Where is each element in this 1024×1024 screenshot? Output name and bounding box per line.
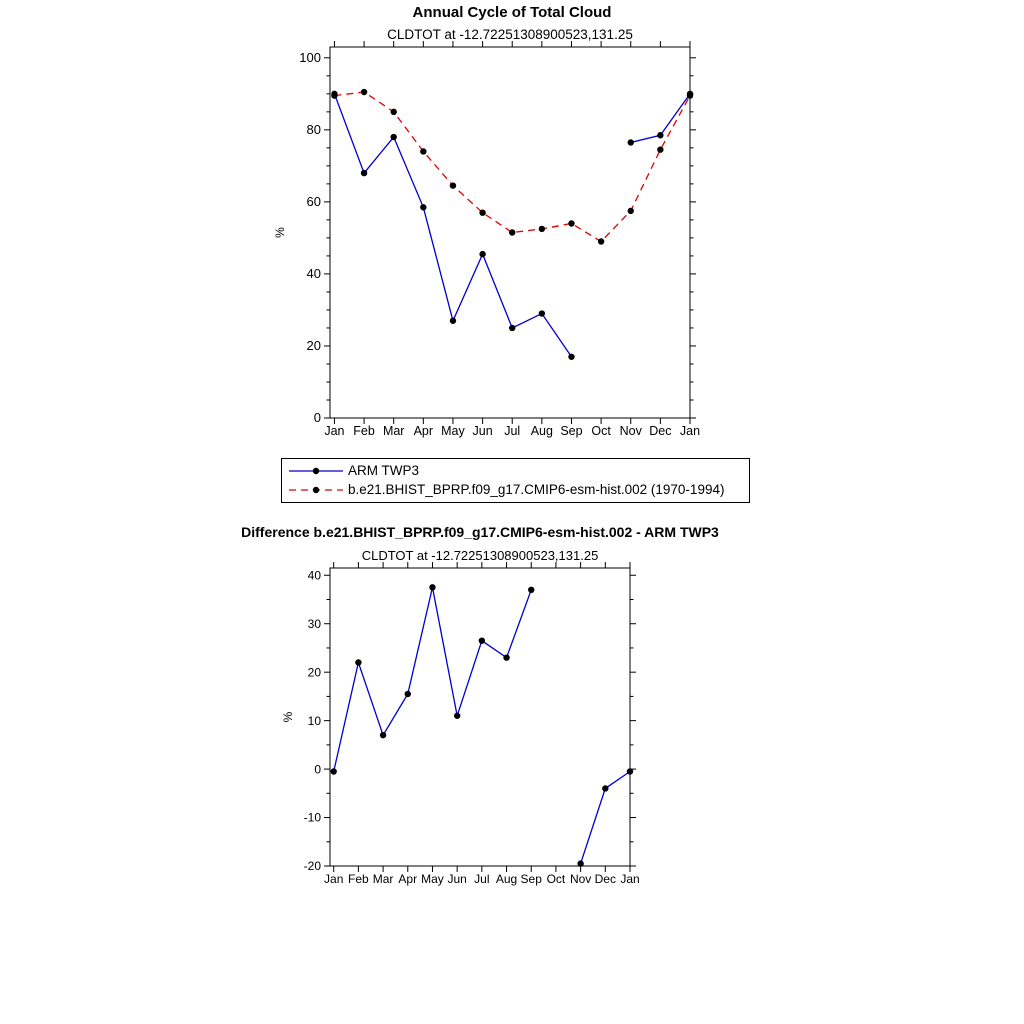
series-line-0 (334, 587, 532, 771)
x-tick-label: Nov (569, 872, 592, 886)
data-point (539, 310, 545, 316)
data-point (479, 637, 485, 643)
data-point (420, 148, 426, 154)
chart1-subtitle: CLDTOT at -12.72251308900523,131.25 (387, 27, 633, 42)
x-tick-label: Oct (546, 872, 566, 886)
data-point (405, 691, 411, 697)
x-tick-label: Jul (504, 424, 521, 438)
x-tick-label: Mar (372, 872, 394, 886)
difference-chart (260, 560, 700, 895)
legend-item-arm-twp3 (287, 461, 749, 480)
data-point (450, 318, 456, 324)
x-tick-label: Jan (324, 872, 344, 886)
chart1-title: Annual Cycle of Total Cloud (412, 4, 612, 21)
data-point (628, 139, 634, 145)
series-line-0 (334, 94, 571, 357)
legend (281, 458, 750, 503)
plot-border (330, 568, 630, 866)
y-tick-label: 20 (306, 338, 321, 354)
data-point (391, 109, 397, 115)
y-axis-label: % (273, 227, 287, 238)
x-tick-label: Aug (495, 872, 518, 886)
x-tick-label: Feb (348, 872, 369, 886)
x-tick-label: Oct (591, 424, 611, 438)
data-point (355, 659, 361, 665)
x-tick-label: Nov (619, 424, 642, 438)
legend-marker-icon (313, 467, 319, 473)
x-tick-label: Jun (472, 424, 493, 438)
data-point (657, 132, 663, 138)
data-point (454, 713, 460, 719)
data-point (503, 654, 509, 660)
data-point (361, 89, 367, 95)
y-tick-label: -10 (303, 810, 321, 825)
data-point (568, 354, 574, 360)
x-tick-label: Jan (324, 424, 345, 438)
y-tick-label: 30 (307, 616, 321, 631)
x-tick-label: Jun (447, 872, 467, 886)
legend-line-sample-dashed (287, 482, 345, 498)
legend-label-model: b.e21.BHIST_BPRP.f09_g17.CMIP6-esm-hist.002 (1970-1994) (348, 482, 725, 497)
data-point (380, 732, 386, 738)
data-point (528, 587, 534, 593)
data-point (598, 238, 604, 244)
series-line-1 (334, 92, 690, 241)
annual-cycle-chart (260, 40, 780, 485)
data-point (628, 208, 634, 214)
x-tick-label: Apr (413, 424, 434, 438)
data-point (627, 768, 633, 774)
x-tick-label: Jul (474, 872, 490, 886)
data-point (687, 92, 693, 98)
data-point (479, 251, 485, 257)
y-tick-label: 80 (306, 122, 321, 138)
data-point (509, 229, 515, 235)
legend-line-sample-solid (287, 463, 345, 479)
x-tick-label: May (441, 424, 465, 438)
x-tick-label: Aug (530, 424, 553, 438)
x-tick-label: Sep (520, 872, 542, 886)
data-point (331, 768, 337, 774)
chart2-title: Difference b.e21.BHIST_BPRP.f09_g17.CMIP6-esm-hist.002 - ARM TWP3 (241, 524, 719, 540)
data-point (429, 584, 435, 590)
y-tick-label: 20 (307, 665, 321, 680)
y-axis-label: % (281, 711, 295, 723)
x-tick-label: Feb (353, 424, 375, 438)
y-tick-label: 100 (299, 50, 321, 66)
data-point (391, 134, 397, 140)
y-tick-label: 0 (314, 762, 321, 777)
y-tick-label: 40 (307, 568, 321, 583)
legend-item-model (287, 480, 749, 499)
y-tick-label: 10 (307, 713, 321, 728)
legend-label-obs: ARM TWP3 (348, 463, 420, 478)
data-point (450, 182, 456, 188)
data-point (539, 226, 545, 232)
y-tick-label: 40 (306, 266, 321, 282)
x-tick-label: May (421, 872, 444, 886)
x-tick-label: Sep (560, 424, 583, 438)
data-point (420, 204, 426, 210)
y-tick-label: 0 (313, 410, 321, 426)
x-tick-label: Jan (679, 424, 701, 438)
x-tick-label: Dec (594, 872, 616, 886)
data-point (577, 860, 583, 866)
y-tick-label: -20 (303, 859, 321, 874)
x-tick-label: Dec (649, 424, 672, 438)
x-tick-label: Apr (398, 872, 418, 886)
data-point (657, 146, 663, 152)
chart2-subtitle: CLDTOT at -12.72251308900523,131.25 (361, 548, 599, 563)
data-point (331, 92, 337, 98)
data-point (602, 785, 608, 791)
data-point (479, 209, 485, 215)
legend-marker-icon (313, 486, 319, 492)
x-tick-label: Mar (382, 424, 405, 438)
data-point (568, 220, 574, 226)
data-point (509, 325, 515, 331)
x-tick-label: Jan (620, 872, 640, 886)
y-tick-label: 60 (306, 194, 321, 210)
data-point (361, 170, 367, 176)
